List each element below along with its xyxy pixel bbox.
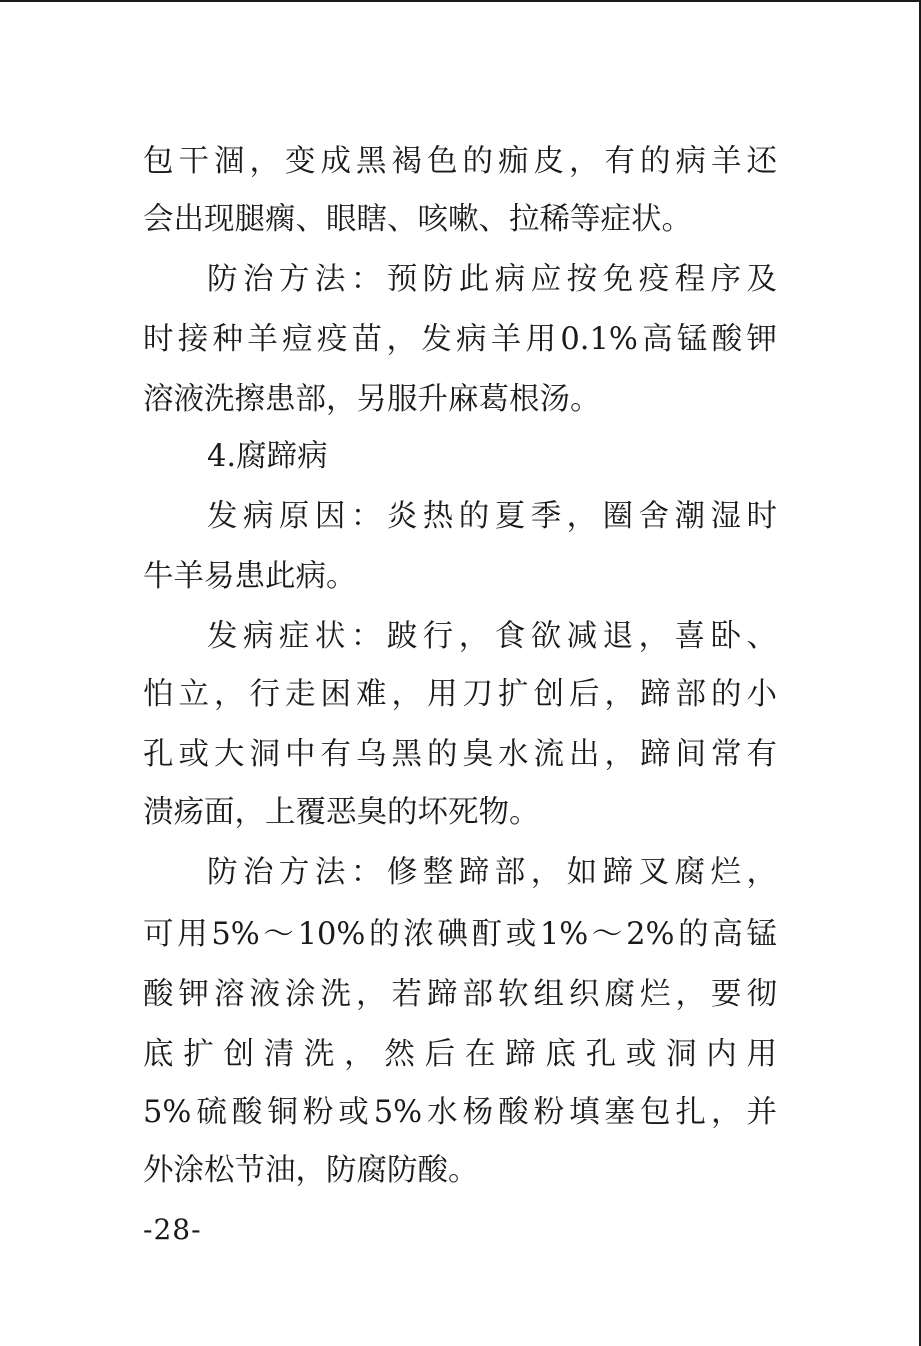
text-line: 发病原因：炎热的夏季，圈舍潮湿时 bbox=[207, 499, 777, 534]
section-heading: 4.腐蹄病 bbox=[207, 439, 328, 474]
text-line: 时接种羊痘疫苗，发病羊用0.1%高锰酸钾 bbox=[143, 322, 777, 357]
text-line: 溶液洗擦患部，另服升麻葛根汤。 bbox=[143, 382, 601, 417]
text-line: 外涂松节油，防腐防酸。 bbox=[143, 1153, 479, 1188]
page-number: -28- bbox=[143, 1213, 202, 1246]
text-line: 牛羊易患此病。 bbox=[143, 559, 357, 594]
text-line: 底扩创清洗，然后在蹄底孔或洞内用 bbox=[143, 1037, 777, 1072]
text-line: 可用5%～10%的浓碘酊或1%～2%的高锰 bbox=[143, 917, 777, 952]
text-line: 会出现腿瘸、眼瞎、咳嗽、拉稀等症状。 bbox=[143, 202, 692, 237]
text-line: 防治方法：预防此病应按免疫程序及 bbox=[207, 262, 777, 297]
text-line: 防治方法：修整蹄部，如蹄叉腐烂， bbox=[207, 855, 777, 890]
text-line: 包干涸，变成黑褐色的痂皮，有的病羊还 bbox=[143, 144, 777, 179]
text-line: 怕立，行走困难，用刀扩创后，蹄部的小 bbox=[143, 677, 777, 712]
text-line: 溃疡面，上覆恶臭的坏死物。 bbox=[143, 795, 540, 830]
text-line: 5%硫酸铜粉或5%水杨酸粉填塞包扎，并 bbox=[143, 1095, 777, 1130]
text-line: 孔或大洞中有乌黑的臭水流出，蹄间常有 bbox=[143, 737, 777, 772]
text-line: 发病症状：跛行，食欲减退，喜卧、 bbox=[207, 619, 777, 654]
text-line: 酸钾溶液涂洗，若蹄部软组织腐烂，要彻 bbox=[143, 977, 777, 1012]
